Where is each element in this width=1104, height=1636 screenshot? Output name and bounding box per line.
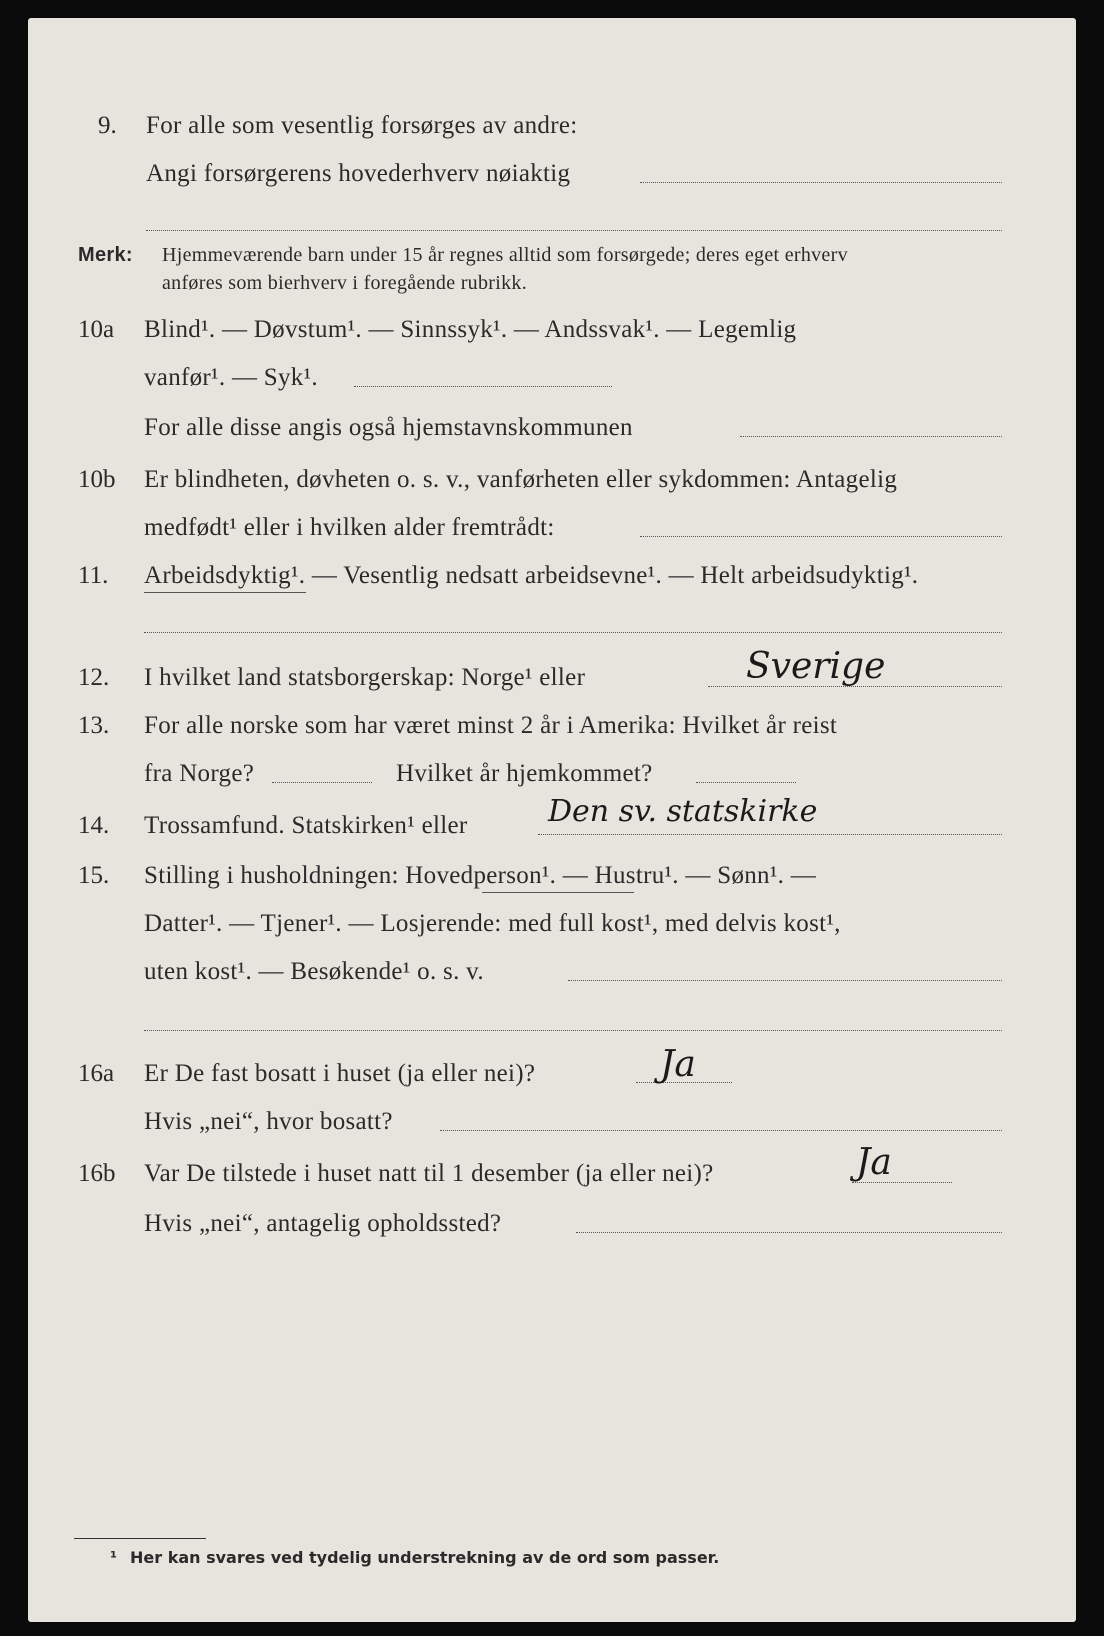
q11-line1: Arbeidsdyktig¹. — Vesentlig nedsatt arbeidsevne¹. — Helt arbeidsudyktig¹. — [144, 562, 919, 589]
q9-answer-line2 — [146, 230, 1002, 231]
q11-number: 11. — [78, 562, 109, 589]
footnote-text: Her kan svares ved tydelig understrekning av de ord som passer. — [130, 1548, 720, 1567]
merk-line1: Hjemmeværende barn under 15 år regnes alltid som forsørgede; deres eget erhverv — [162, 244, 848, 266]
q13-line2b: Hvilket år hjemkommet? — [396, 760, 653, 787]
q15-answer-line — [568, 980, 1002, 981]
q11-answer-line — [144, 632, 1002, 633]
q12-line1: I hvilket land statsborgerskap: Norge¹ eller — [144, 664, 586, 691]
q13-hjemkommet-line — [696, 782, 796, 783]
q15-line3: uten kost¹. — Besøkende¹ o. s. v. — [144, 958, 484, 985]
q16b-line1: Var De tilstede i huset natt til 1 desember (ja eller nei)? — [144, 1160, 714, 1187]
q10a-answer-line — [354, 386, 612, 387]
q11-underline-mark — [144, 592, 306, 593]
q10a-line2: vanfør¹. — Syk¹. — [144, 364, 318, 391]
footnote-rule — [74, 1538, 206, 1539]
merk-label: Merk: — [78, 244, 133, 266]
q14-number: 14. — [78, 812, 110, 839]
q16b-line2: Hvis „nei“, antagelig opholdssted? — [144, 1210, 502, 1237]
q10a-line3: For alle disse angis også hjemstavnskommunen — [144, 414, 633, 441]
q15-line2: Datter¹. — Tjener¹. — Losjerende: med full kost¹, med delvis kost¹, — [144, 910, 841, 937]
q16a-number: 16a — [78, 1060, 115, 1087]
q13-line2a: fra Norge? — [144, 760, 255, 787]
q16a-handwritten-answer: Ja — [660, 1044, 696, 1085]
q13-reist-line — [272, 782, 372, 783]
q12-number: 12. — [78, 664, 110, 691]
q9-number: 9. — [98, 112, 117, 139]
q15-underline-mark — [482, 892, 634, 893]
q13-number: 13. — [78, 712, 110, 739]
q14-line1: Trossamfund. Statskirken¹ eller — [144, 812, 468, 839]
merk-line2: anføres som bierhverv i foregående rubrikk. — [162, 272, 527, 294]
q14-answer-line — [538, 834, 1002, 835]
q10b-line1: Er blindheten, døvheten o. s. v., vanførheten eller sykdommen: Antagelig — [144, 466, 898, 493]
q16b-handwritten-answer: Ja — [856, 1142, 892, 1183]
q13-line1: For alle norske som har været minst 2 år i Amerika: Hvilket år reist — [144, 712, 838, 739]
census-form-page — [28, 18, 1076, 1622]
q16a-line1: Er De fast bosatt i huset (ja eller nei)? — [144, 1060, 536, 1087]
q9-line1: For alle som vesentlig forsørges av andre: — [146, 112, 578, 139]
q9-answer-line — [640, 182, 1002, 183]
q16b-number: 16b — [78, 1160, 116, 1187]
footnote-mark: ¹ — [110, 1548, 118, 1567]
q9-line2: Angi forsørgerens hovederhverv nøiaktig — [146, 160, 571, 187]
q16a-line2: Hvis „nei“, hvor bosatt? — [144, 1108, 393, 1135]
q14-handwritten-answer: Den sv. statskirke — [548, 794, 818, 829]
q16a-bosatt-line — [440, 1130, 1002, 1131]
q12-handwritten-answer: Sverige — [746, 646, 886, 687]
q10b-answer-line — [640, 536, 1002, 537]
q10b-number: 10b — [78, 466, 116, 493]
q10a-line1: Blind¹. — Døvstum¹. — Sinnssyk¹. — Andssvak¹. — Legemlig — [144, 316, 797, 343]
q10a-kommune-line — [740, 436, 1002, 437]
q10a-number: 10a — [78, 316, 115, 343]
q15-answer-line2 — [144, 1030, 1002, 1031]
q15-line1: Stilling i husholdningen: Hovedperson¹. — Hustru¹. — Sønn¹. — — [144, 862, 817, 889]
q10b-line2: medfødt¹ eller i hvilken alder fremtrådt: — [144, 514, 555, 541]
q15-number: 15. — [78, 862, 110, 889]
q16b-opholdssted-line — [576, 1232, 1002, 1233]
